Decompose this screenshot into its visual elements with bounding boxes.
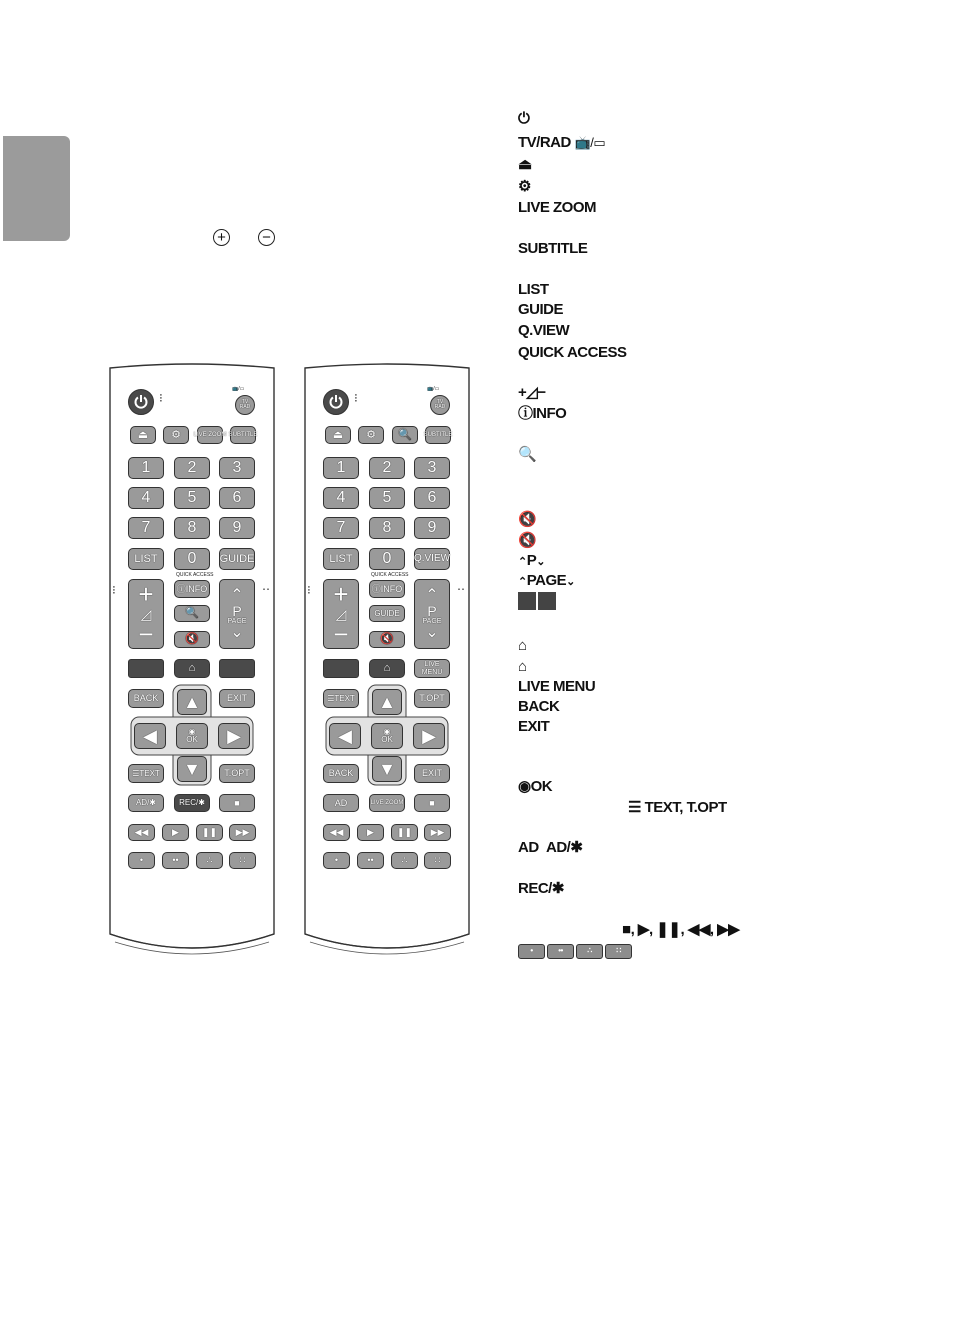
fast-forward-button[interactable] <box>424 824 451 841</box>
list-button[interactable]: LIST <box>128 548 164 570</box>
power-button[interactable] <box>128 389 154 415</box>
volume-down-icon: − <box>537 384 546 401</box>
chevron-down-icon: ⌄ <box>536 556 545 568</box>
media-sep: , <box>630 921 635 938</box>
info-icon: ⓘ <box>518 405 533 422</box>
digit-4[interactable]: 4 <box>323 487 359 509</box>
desc-text-topt-label: TEXT, T.OPT <box>644 799 727 816</box>
input-icon: ⏏ <box>518 156 532 173</box>
dpad-down[interactable] <box>177 756 207 782</box>
desc-info-label: INFO <box>532 405 567 422</box>
dpad-right[interactable] <box>413 723 445 749</box>
volume-rocker[interactable] <box>128 579 164 649</box>
tvrad-icon-label: 📺/▭ <box>232 386 245 392</box>
desc-text-topt <box>628 799 727 817</box>
desc-tvrad-label: TV/RAD <box>518 134 571 151</box>
arrow-down-icon: ▼ <box>378 759 396 779</box>
chevron-down-icon: ⌄ <box>566 576 575 588</box>
desc-ad-star-label: AD/✱ <box>546 839 583 856</box>
power-button[interactable] <box>323 389 349 415</box>
dpad-up[interactable] <box>372 689 402 715</box>
digit-7[interactable]: 7 <box>128 517 164 539</box>
four-dots-icon: ∷ <box>605 944 632 959</box>
digit-9[interactable]: 9 <box>414 517 450 539</box>
special-button-2[interactable] <box>162 852 189 869</box>
three-dots-icon: ∴ <box>401 855 408 865</box>
desc-live-menu: LIVE MENU <box>518 678 596 695</box>
braille-dots: ⁝ <box>354 391 358 405</box>
tvrad-button[interactable]: TV RAD <box>430 395 450 415</box>
mute-button[interactable] <box>369 631 405 648</box>
page-label: PAGE <box>227 617 247 625</box>
stop-icon: ■ <box>429 797 435 808</box>
chevron-down-icon: ⌄ <box>230 623 244 641</box>
play-icon: ▶ <box>367 827 374 837</box>
guide-button[interactable]: GUIDE <box>369 605 405 622</box>
settings-button[interactable] <box>163 426 189 444</box>
desc-home-1 <box>518 637 527 655</box>
three-dots-icon: ∴ <box>206 855 213 865</box>
desc-exit: EXIT <box>518 718 550 735</box>
digit-8[interactable]: 8 <box>174 517 210 539</box>
rewind-icon: ◀◀ <box>687 921 710 938</box>
teletext-icon: ☰ <box>628 799 641 816</box>
mute-icon: 🔇 <box>518 532 537 549</box>
input-button[interactable] <box>130 426 156 444</box>
desc-input <box>518 156 532 174</box>
arrow-right-icon: ▶ <box>227 726 241 746</box>
special-button-3[interactable] <box>391 852 418 869</box>
arrow-down-icon: ▼ <box>183 759 201 779</box>
two-dots-icon: •• <box>172 855 179 865</box>
desc-p <box>518 552 545 571</box>
arrow-left-icon: ◀ <box>338 726 352 746</box>
ok-button[interactable] <box>176 723 208 749</box>
page-rocker[interactable] <box>414 579 450 649</box>
list-button[interactable]: LIST <box>323 548 359 570</box>
color-button-2[interactable] <box>219 659 255 678</box>
one-dot-icon: • <box>334 855 339 865</box>
fast-forward-icon: ▶▶ <box>717 921 740 938</box>
desc-ok <box>518 778 552 796</box>
desc-power <box>518 110 529 128</box>
four-dots-icon: ∷ <box>239 855 246 865</box>
volume-up-icon: + <box>333 579 349 609</box>
desc-qview: Q.VIEW <box>518 322 570 339</box>
pause-icon: ❚❚ <box>656 921 681 938</box>
desc-home-2 <box>518 658 527 676</box>
live-menu-button[interactable]: LIVE MENU <box>414 659 450 678</box>
dpad-left[interactable] <box>329 723 361 749</box>
rewind-icon: ◀◀ <box>134 827 149 837</box>
minus-circle-icon: − <box>258 229 275 246</box>
ad-button[interactable]: AD/✱ <box>128 794 164 812</box>
special-button-3[interactable] <box>196 852 223 869</box>
desc-live-zoom: LIVE ZOOM <box>518 199 596 216</box>
braille-dots: ⁝ <box>159 391 163 405</box>
color-button-1[interactable] <box>323 659 359 678</box>
digit-5[interactable]: 5 <box>369 487 405 509</box>
desc-page-label: PAGE <box>526 572 567 589</box>
media-sep: , <box>709 921 714 938</box>
arrow-right-icon: ▶ <box>422 726 436 746</box>
ok-icon: ◉ <box>518 778 531 795</box>
pause-button[interactable] <box>391 824 418 841</box>
home-icon: ⌂ <box>518 658 527 675</box>
desc-quick-access: QUICK ACCESS <box>518 344 627 361</box>
stop-button[interactable] <box>414 794 450 812</box>
gear-icon: ⚙ <box>518 178 531 195</box>
chevron-up-icon: ⌃ <box>230 586 244 604</box>
dpad-right[interactable] <box>218 723 250 749</box>
color-button-1[interactable] <box>128 659 164 678</box>
chevron-up-icon: ⌃ <box>425 586 439 604</box>
power-icon: ⏻ <box>518 110 530 127</box>
subtitle-button[interactable]: SUBTITLE <box>230 426 256 444</box>
subtitle-button[interactable]: SUBTITLE <box>425 426 451 444</box>
rewind-button[interactable] <box>128 824 155 841</box>
power-icon <box>328 394 344 410</box>
two-dots-icon: •• <box>367 855 374 865</box>
fast-forward-button[interactable] <box>229 824 256 841</box>
desc-p-label: P <box>526 552 537 569</box>
quick-access-label: QUICK ACCESS <box>371 572 409 578</box>
fast-forward-icon: ▶▶ <box>430 827 445 837</box>
special-button-2[interactable] <box>357 852 384 869</box>
desc-settings <box>518 178 531 196</box>
digit-6[interactable]: 6 <box>414 487 450 509</box>
desc-color-buttons <box>518 592 558 610</box>
ok-icon: ◉ <box>188 727 196 736</box>
text-button[interactable]: ☰TEXT <box>323 689 359 708</box>
volume-icon: ◿ <box>140 606 152 622</box>
digit-0[interactable]: 0 <box>369 548 405 570</box>
desc-page <box>518 572 575 591</box>
stop-button[interactable] <box>219 794 255 812</box>
text-button[interactable]: ☰TEXT <box>128 764 164 783</box>
volume-down-icon: − <box>138 619 154 649</box>
remote-b <box>304 362 470 964</box>
arrow-up-icon: ▲ <box>378 692 396 712</box>
search-button[interactable] <box>392 426 418 444</box>
desc-ad <box>518 839 582 857</box>
chevron-down-icon: ⌄ <box>425 623 439 641</box>
home-icon: ⌂ <box>188 662 196 674</box>
search-icon: 🔍 <box>518 446 537 463</box>
volume-icon: ◿ <box>526 384 538 401</box>
back-button[interactable]: BACK <box>323 764 359 783</box>
desc-search <box>518 446 536 464</box>
power-icon <box>133 394 149 410</box>
play-icon: ▶ <box>637 921 649 938</box>
chevron-up-icon: ⌃ <box>518 576 527 588</box>
language-tab <box>3 136 70 241</box>
home-icon: ⌂ <box>383 662 391 674</box>
ok-label: OK <box>186 735 198 744</box>
volume-down-icon: − <box>333 619 349 649</box>
digit-6[interactable]: 6 <box>219 487 255 509</box>
remote-a <box>109 362 275 964</box>
media-sep: , <box>648 921 653 938</box>
ad-button[interactable]: AD <box>323 794 359 812</box>
one-dot-icon: • <box>139 855 144 865</box>
desc-mute-2 <box>518 532 536 550</box>
desc-ad-label: AD <box>518 839 539 856</box>
play-button[interactable] <box>357 824 384 841</box>
digit-8[interactable]: 8 <box>369 517 405 539</box>
home-icon: ⌂ <box>518 637 527 654</box>
digit-9[interactable]: 9 <box>219 517 255 539</box>
page-label: PAGE <box>422 617 442 625</box>
arrow-up-icon: ▲ <box>183 692 201 712</box>
volume-icon: ◿ <box>335 606 347 622</box>
guide-button[interactable]: GUIDE <box>219 548 255 570</box>
pause-icon: ❚❚ <box>201 827 218 837</box>
home-button[interactable] <box>174 659 210 678</box>
info-button[interactable]: ⓘINFO <box>369 580 405 598</box>
rewind-icon: ◀◀ <box>329 827 344 837</box>
search-button[interactable] <box>174 605 210 622</box>
quick-access-label: QUICK ACCESS <box>176 572 214 578</box>
desc-info <box>518 405 566 423</box>
home-button[interactable] <box>369 659 405 678</box>
braille-dots-left: ⁝ <box>112 583 116 597</box>
page-rocker[interactable] <box>219 579 255 649</box>
play-button[interactable] <box>162 824 189 841</box>
rewind-button[interactable] <box>323 824 350 841</box>
tvrad-button[interactable]: TV RAD <box>235 395 255 415</box>
media-sep: , <box>680 921 685 938</box>
three-dots-icon: ∴ <box>576 944 603 959</box>
digit-2[interactable]: 2 <box>369 457 405 479</box>
desc-back: BACK <box>518 698 560 715</box>
stop-icon: ■ <box>234 797 240 808</box>
volume-up-icon: + <box>138 579 154 609</box>
one-dot-icon: • <box>518 944 545 959</box>
dpad-left[interactable] <box>134 723 166 749</box>
digit-5[interactable]: 5 <box>174 487 210 509</box>
pause-icon: ❚❚ <box>396 827 413 837</box>
desc-guide: GUIDE <box>518 301 564 318</box>
input-icon: ⏏ <box>332 428 344 441</box>
digit-3[interactable]: 3 <box>414 457 450 479</box>
special-button-1[interactable] <box>323 852 350 869</box>
braille-dots-right: ‥ <box>262 579 271 593</box>
mute-icon: 🔇 <box>185 633 199 645</box>
color-square-icon <box>538 592 556 610</box>
plus-circle-icon: + <box>213 229 230 246</box>
gear-icon: ⚙ <box>366 428 376 441</box>
desc-list: LIST <box>518 281 549 298</box>
gear-icon: ⚙ <box>171 428 181 441</box>
braille-dots-left: ⁝ <box>307 583 311 597</box>
ok-icon: ◉ <box>383 727 391 736</box>
p-label: P <box>232 602 242 619</box>
tv-radio-icon: 📺/▭ <box>574 135 606 150</box>
digit-7[interactable]: 7 <box>323 517 359 539</box>
settings-button[interactable] <box>358 426 384 444</box>
mute-icon: 🔇 <box>380 633 394 645</box>
ok-button[interactable] <box>371 723 403 749</box>
braille-dots-right: ‥ <box>457 579 466 593</box>
dpad-down[interactable] <box>372 756 402 782</box>
desc-tvrad <box>518 134 605 152</box>
input-icon: ⏏ <box>137 428 149 441</box>
special-button-4[interactable] <box>229 852 256 869</box>
desc-rec: REC/✱ <box>518 880 564 897</box>
mute-icon: 🔇 <box>518 511 537 528</box>
digit-4[interactable]: 4 <box>128 487 164 509</box>
topt-button[interactable]: T.OPT <box>219 764 255 783</box>
desc-media <box>622 921 739 939</box>
four-dots-icon: ∷ <box>434 855 441 865</box>
volume-rocker[interactable] <box>323 579 359 649</box>
back-button[interactable]: BACK <box>128 689 164 708</box>
special-button-1[interactable] <box>128 852 155 869</box>
exit-button[interactable]: EXIT <box>414 764 450 783</box>
stop-icon: ■ <box>622 921 631 938</box>
live-zoom-button[interactable]: LIVE ZOOM <box>369 794 405 812</box>
info-button[interactable]: ⓘINFO <box>174 580 210 598</box>
digit-3[interactable]: 3 <box>219 457 255 479</box>
p-label: P <box>427 602 437 619</box>
volume-up-icon: + <box>518 384 527 401</box>
color-square-icon <box>518 592 536 610</box>
chevron-up-icon: ⌃ <box>518 556 527 568</box>
input-button[interactable] <box>325 426 351 444</box>
ok-label: OK <box>381 735 393 744</box>
arrow-left-icon: ◀ <box>143 726 157 746</box>
digit-2[interactable]: 2 <box>174 457 210 479</box>
fast-forward-icon: ▶▶ <box>235 827 250 837</box>
digit-1[interactable]: 1 <box>128 457 164 479</box>
dpad-up[interactable] <box>177 689 207 715</box>
special-button-4[interactable] <box>424 852 451 869</box>
exit-button[interactable]: EXIT <box>219 689 255 708</box>
search-icon: 🔍 <box>185 607 199 619</box>
desc-subtitle: SUBTITLE <box>518 240 588 257</box>
two-dots-icon: •• <box>547 944 574 959</box>
desc-volume <box>518 384 546 402</box>
desc-special-buttons <box>518 942 634 960</box>
mute-button[interactable] <box>174 631 210 648</box>
qview-button[interactable]: Q.VIEW <box>414 548 450 570</box>
pause-button[interactable] <box>196 824 223 841</box>
desc-ok-label: OK <box>530 778 553 795</box>
digit-0[interactable]: 0 <box>174 548 210 570</box>
rec-button[interactable]: REC/✱ <box>174 794 210 812</box>
tvrad-icon-label: 📺/▭ <box>427 386 440 392</box>
live-zoom-button[interactable]: LIVE ZOOM <box>197 426 223 444</box>
digit-1[interactable]: 1 <box>323 457 359 479</box>
play-icon: ▶ <box>172 827 179 837</box>
topt-button[interactable]: T.OPT <box>414 689 450 708</box>
desc-mute-1 <box>518 511 536 529</box>
search-icon: 🔍 <box>398 428 412 441</box>
